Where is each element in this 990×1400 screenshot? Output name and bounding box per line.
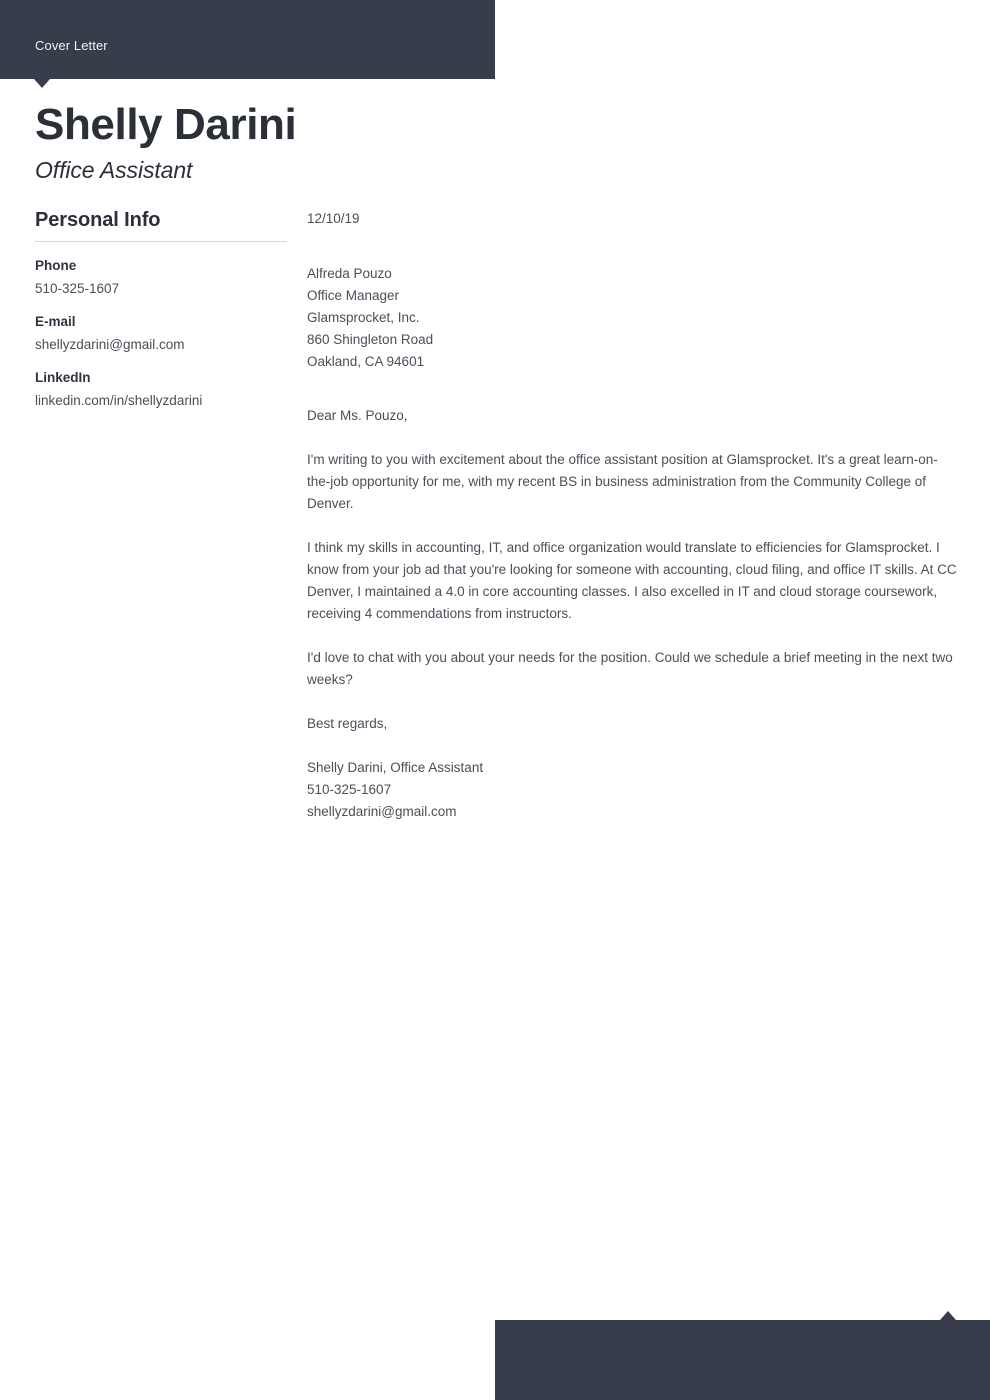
header-notch-triangle-icon [34, 79, 50, 88]
letter-date: 12/10/19 [307, 211, 360, 226]
applicant-job-title: Office Assistant [35, 157, 193, 183]
footer-notch-triangle-icon [940, 1311, 956, 1320]
recipient-line: Office Manager [307, 288, 400, 303]
personal-info-divider [35, 241, 287, 242]
recipient-line: Glamsprocket, Inc. [307, 310, 420, 325]
letter-signoff: Best regards, [307, 716, 388, 731]
recipient-line: Oakland, CA 94601 [307, 354, 425, 369]
personal-info-heading: Personal Info [35, 209, 161, 231]
recipient-line: 860 Shingleton Road [307, 332, 434, 347]
letter-paragraph-3: I'd love to chat with you about your needs for the position. Could we schedule a brief meeting in the next two weeks? [307, 650, 953, 687]
footer-accent-band [495, 1320, 990, 1400]
letter-paragraph-1: I'm writing to you with excitement about the office assistant position at Glamsprocket. It's a great learn-on-the-job opportunity for me, with my recent BS in business administration from the Community College of Denver. [307, 452, 938, 511]
info-label-linkedin: LinkedIn [35, 370, 91, 385]
applicant-name: Shelly Darini [35, 100, 297, 149]
info-label-email: E-mail [35, 314, 76, 329]
signature-line: Shelly Darini, Office Assistant [307, 760, 484, 775]
recipient-line: Alfreda Pouzo [307, 266, 392, 281]
letter-paragraph-2: I think my skills in accounting, IT, and office organization would translate to efficiencies for Glamsprocket. I know from your job ad that you're looking for someone with accounting, cloud filing, and office IT skills. At CC Denver, I maintained a 4.0 in core accounting classes. I also excelled in IT and cloud storage coursework, receiving 4 commendations from instructors. [307, 540, 957, 621]
document-kind-label: Cover Letter [35, 38, 108, 53]
info-item-linkedin [35, 368, 287, 410]
recipient-address-block [307, 263, 957, 373]
letter-body [307, 209, 957, 823]
name-block [35, 99, 635, 185]
info-value-linkedin: linkedin.com/in/shellyzdarini [35, 393, 203, 408]
letter-salutation: Dear Ms. Pouzo, [307, 408, 408, 423]
personal-info-sidebar [35, 207, 287, 410]
letter-signature-block [307, 757, 957, 823]
info-item-email [35, 312, 287, 354]
info-label-phone: Phone [35, 258, 77, 273]
signature-line: shellyzdarini@gmail.com [307, 804, 457, 819]
signature-line: 510-325-1607 [307, 782, 392, 797]
info-value-phone: 510-325-1607 [35, 281, 120, 296]
info-item-phone [35, 256, 287, 298]
header-accent-band [0, 0, 495, 79]
info-value-email: shellyzdarini@gmail.com [35, 337, 185, 352]
